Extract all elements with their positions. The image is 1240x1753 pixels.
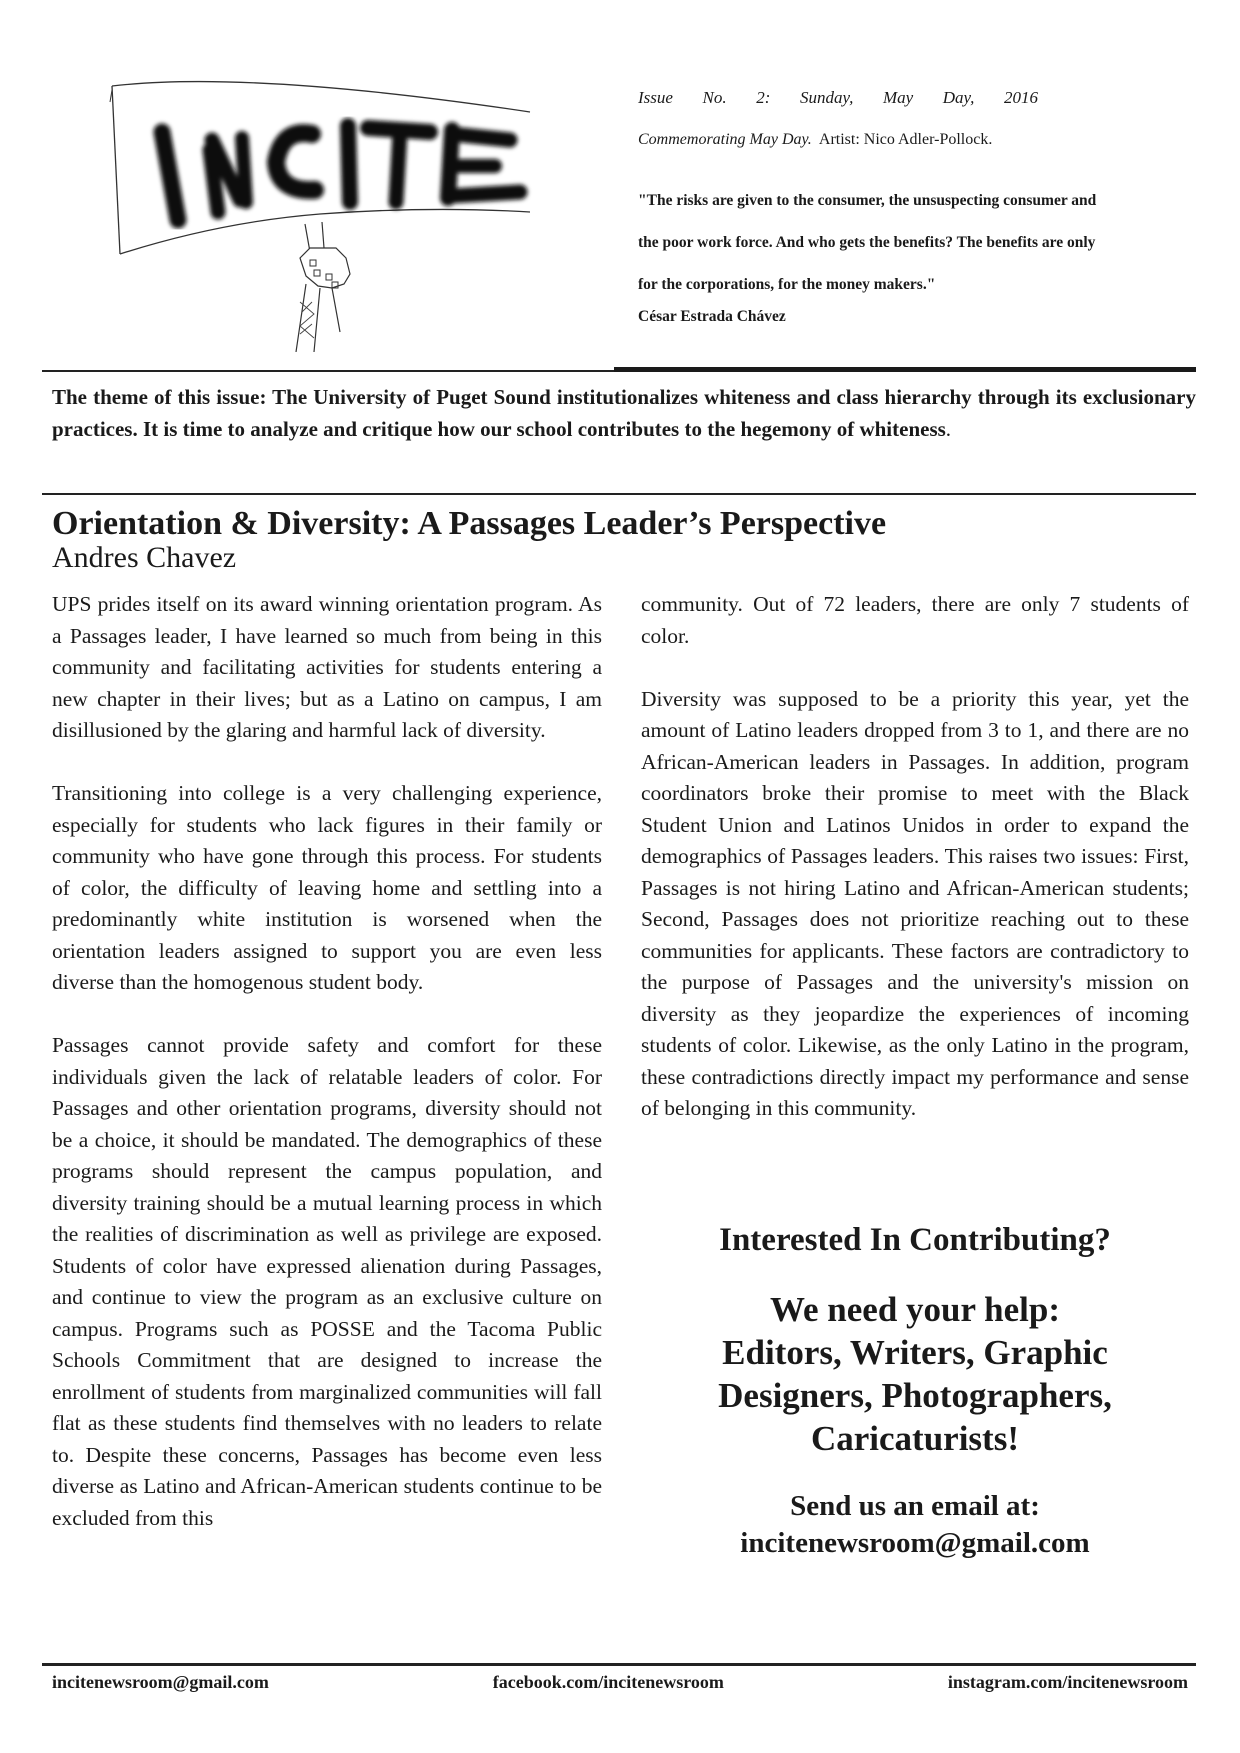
footer-email-link[interactable]: incitenewsroom@gmail.com [52,1672,269,1692]
theme-text: The theme of this issue: The University of Puget Sound institutionalizes whiteness and class hierarchy through its exclusionary practices. It is time to analyze and critique how our school contributes to the hegemony of whiteness [52,385,1196,441]
incite-banner-illustration [100,62,540,352]
issue-theme [52,381,1196,445]
help-line: Caricaturists! [810,1419,1019,1458]
help-line: Designers, Photographers, [718,1376,1112,1415]
contribute-email-link[interactable]: incitenewsroom@gmail.com [740,1527,1090,1559]
issue-info [638,88,1038,108]
theme-divider [42,493,1196,495]
issue-word: 2016 [1004,88,1038,107]
article-column-left [52,589,602,1534]
theme-tail: . [945,417,952,441]
footer [52,1672,1188,1693]
issue-word: 2: [756,88,771,107]
quote-line: "The risks are given to the consumer, the unsuspecting consumer and [638,192,1097,209]
quote-author: César Estrada Chávez [638,308,786,325]
quote-line: the poor work force. And who gets the benefits? The benefits are only [638,234,1096,251]
artist-credit: Artist: Nico Adler-Pollock. [818,131,993,148]
contribute-callout [641,1220,1189,1562]
epigraph-quote [638,180,1198,306]
issue-word: May [882,88,914,107]
article-paragraph: community. Out of 72 leaders, there are only 7 students of color. [641,592,1189,648]
issue-word: Day, [942,88,975,107]
footer-divider [42,1663,1196,1666]
contribute-heading: Interested In Contributing? [719,1222,1111,1258]
email-label: Send us an email at: [790,1490,1040,1522]
quote-line: for the corporations, for the money makers." [638,276,936,293]
commemorating-line [638,131,992,149]
header-divider-thick [614,367,1196,372]
article-column-right [641,589,1189,1125]
article-title: Orientation & Diversity: A Passages Leader’s Perspective [52,505,887,542]
header-divider-thin [42,370,616,372]
article-paragraph: UPS prides itself on its award winning orientation program. As a Passages leader, I have learned so much from being in this community and facilitating activities for students entering a new chapter in their lives; but as a Latino on campus, I am disillusioned by the glaring and harmful lack of diversity. [52,592,602,742]
article-paragraph: Diversity was supposed to be a priority this year, yet the amount of Latino leaders dropped from 3 to 1, and there are no African-American leaders in Passages. In addition, program coordinators broke their promise to meet with the Black Student Union and Latinos Unidos in order to expand the demographics of Passages leaders. This raises two issues: First, Passages is not hiring Latino and African-American students; Second, Passages does not prioritize reaching out to these communities for applicants. These factors are contradictory to the purpose of Passages and the university's mission on diversity as they jeopardize the experiences of incoming students of color. Likewise, as the only Latino in the program, these contradictions directly impact my performance and sense of belonging in this community. [641,686,1189,1120]
contribute-help [641,1288,1189,1460]
help-line: We need your help: [769,1290,1061,1329]
masthead-logo [100,62,540,352]
commemorating-text: Commemorating May Day. [638,131,812,148]
article-paragraph: Transitioning into college is a very challenging experience, especially for students who lack figures in their family or community who have gone through this process. For students of color, the difficulty of leaving home and settling into a predominantly white institution is worsened when the orientation leaders assigned to support you are even less diverse than the homogenous student body. [52,781,602,994]
footer-instagram-link[interactable]: instagram.com/incitenewsroom [947,1672,1188,1692]
issue-word: No. [702,88,727,107]
article-paragraph: Passages cannot provide safety and comfort for these individuals given the lack of relatable leaders of color. For Passages and other orientation programs, diversity should not be a choice, it should be mandated. The demographics of these programs should represent the campus population, and diversity training should be a mutual learning process in which the realities of discrimination as well as privilege are exposed. Students of color have expressed alienation during Passages, and continue to view the program as an exclusive culture on campus. Programs such as POSSE and the Tacoma Public Schools Commitment that are designed to increase the enrollment of students from marginalized communities will fall flat as these students find themselves with no leaders to relate to. Despite these concerns, Passages has become even less diverse as Latino and African-American students continue to be excluded from this [52,1033,602,1530]
issue-word: Sunday, [800,88,854,107]
issue-word: Issue [638,88,673,107]
footer-facebook-link[interactable]: facebook.com/incitenewsroom [492,1672,724,1692]
help-line: Editors, Writers, Graphic [722,1333,1108,1372]
article-byline: Andres Chavez [52,541,237,574]
